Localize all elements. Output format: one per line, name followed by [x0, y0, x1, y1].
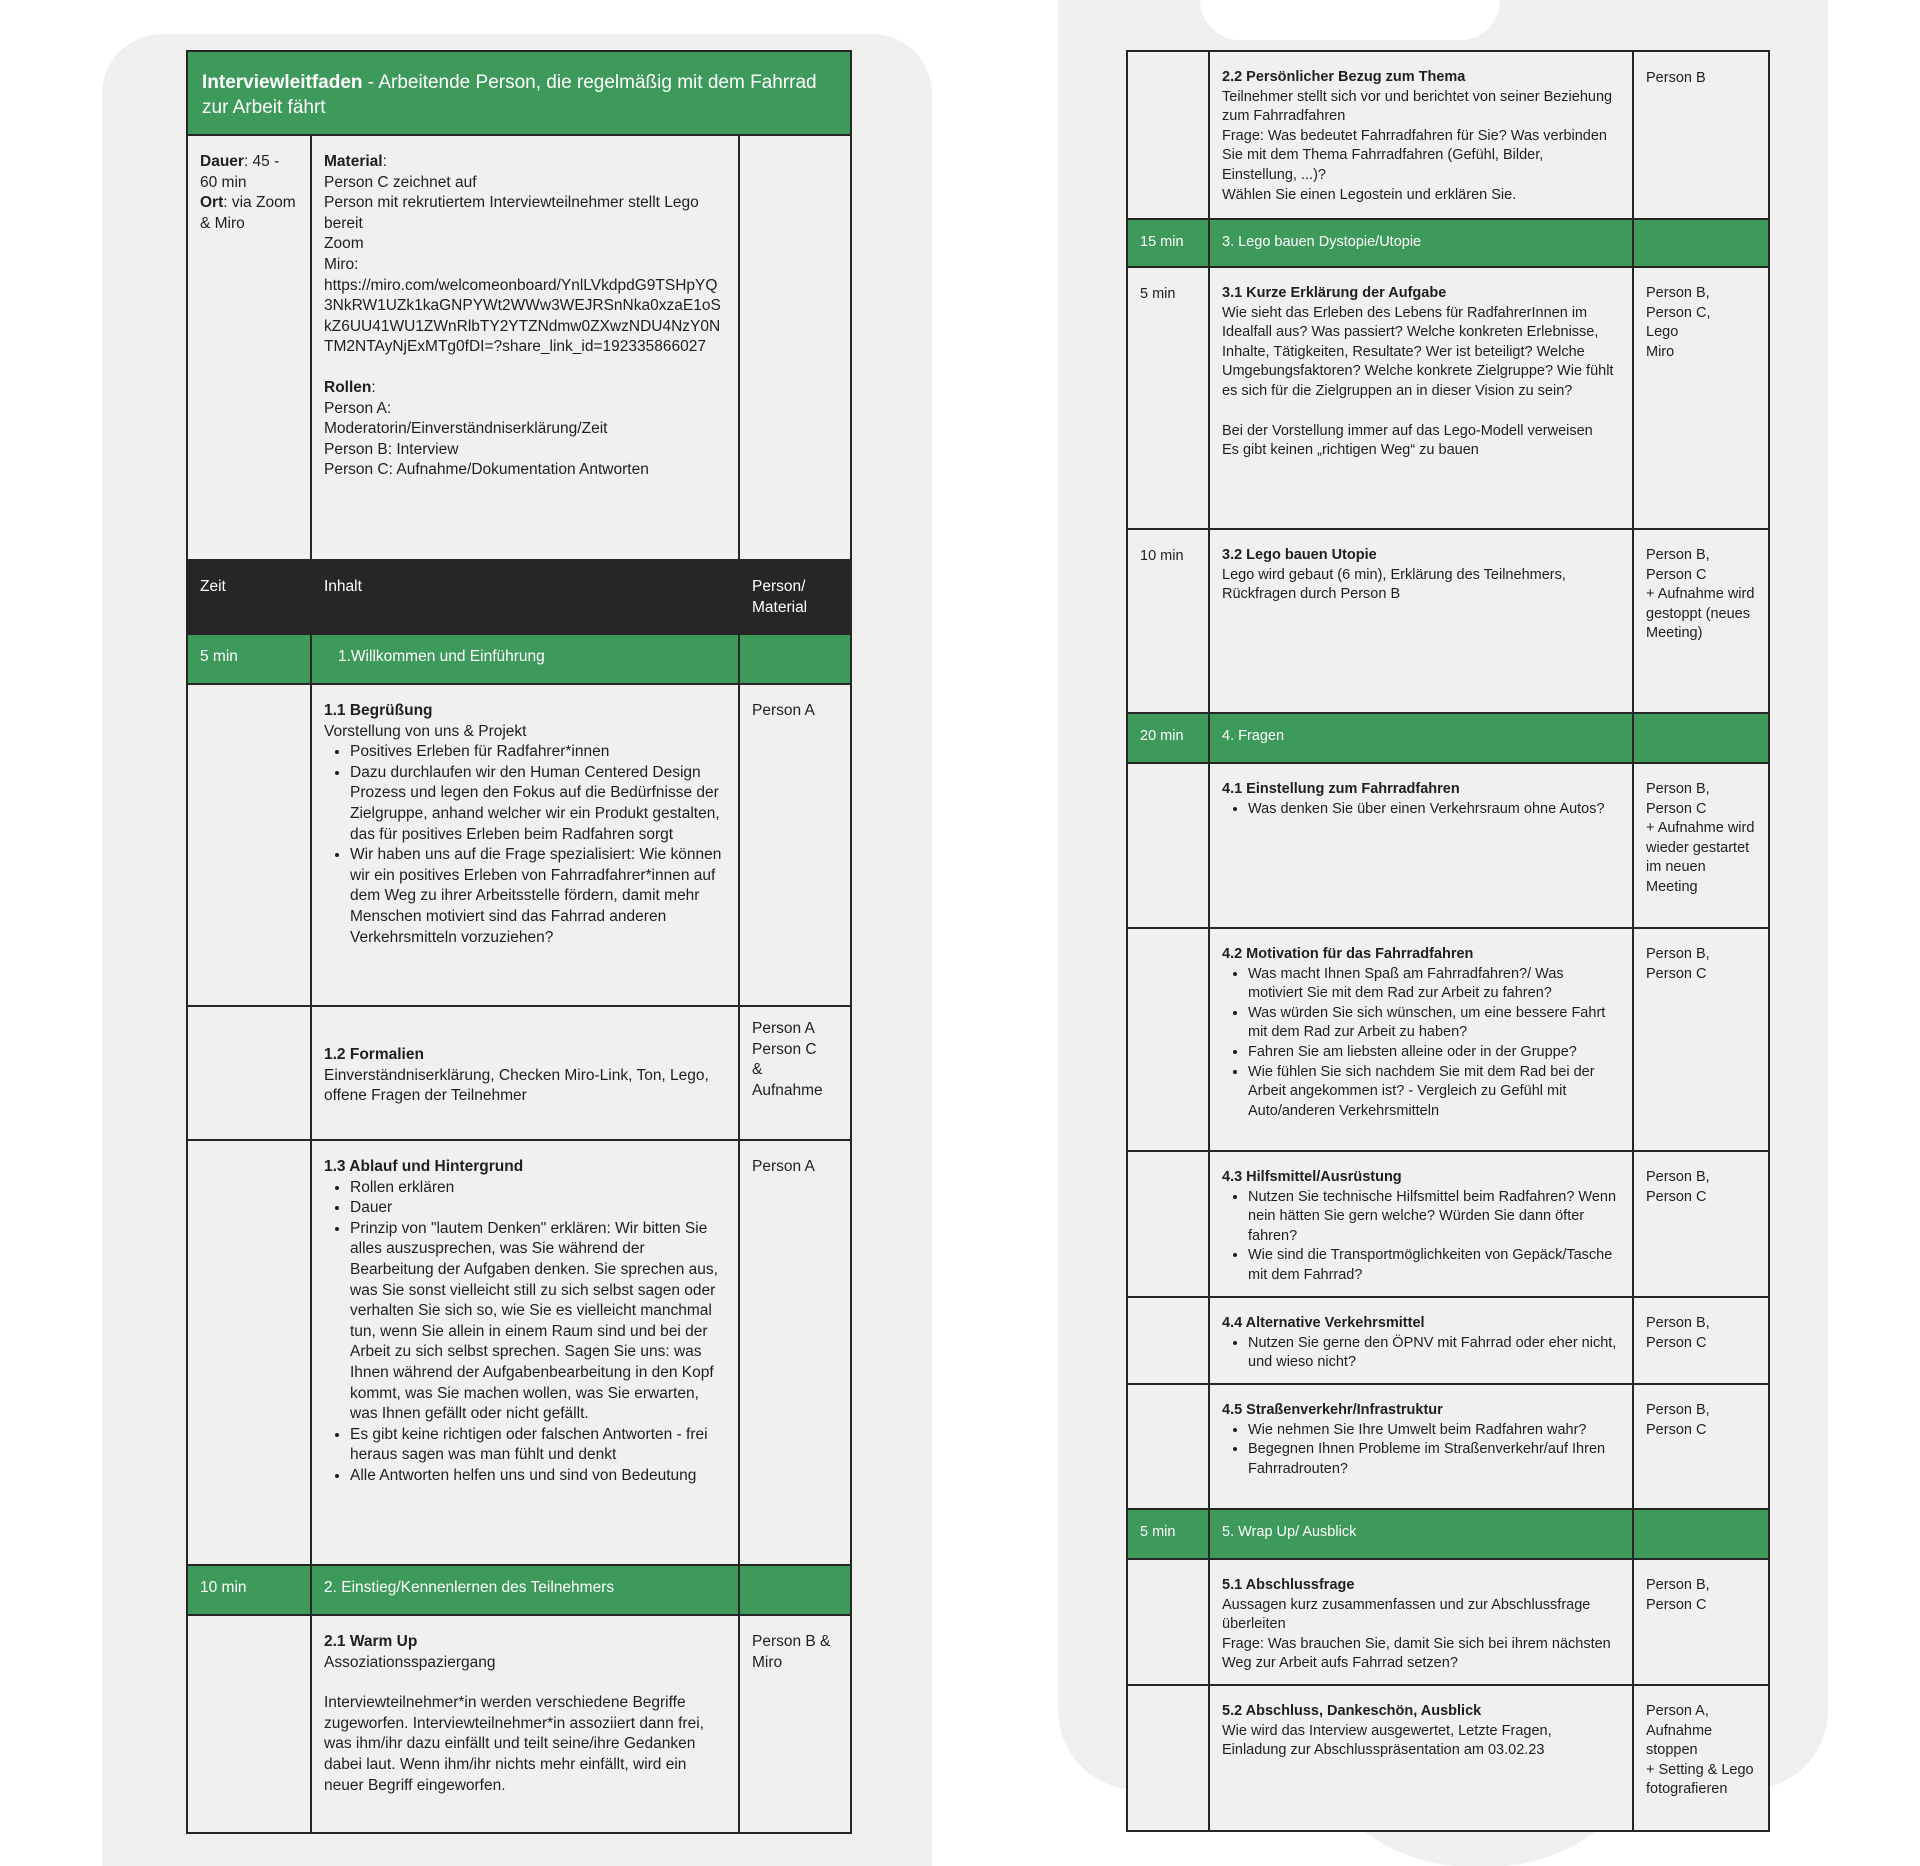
ort-label: Ort [200, 194, 224, 212]
time-cell [1127, 1297, 1209, 1384]
content-cell [1209, 928, 1633, 1151]
item-title: 4.2 Motivation für das Fahrradfahren [1222, 946, 1474, 962]
right-top-blob [1200, 0, 1500, 40]
item-title: 2.1 Warm Up [324, 1633, 418, 1650]
item-text: Wie wird das Interview ausgewertet, Letzte Fragen, Einladung zur Abschlusspräsentation am 03.02.23 [1222, 1722, 1552, 1759]
person-cell: Person A, Aufnahme stoppen + Setting & Lego fotografieren [1633, 1685, 1769, 1831]
list-item: • Fahren Sie am liebsten alleine oder in der Gruppe? [1248, 1043, 1620, 1063]
person-cell: Person A [739, 684, 851, 1006]
section-label: 5. Wrap Up/ Ausblick [1209, 1509, 1633, 1559]
person-cell: Person B, Person C [1633, 1384, 1769, 1509]
person-cell: Person B, Person C [1633, 928, 1769, 1151]
list-item: • Es gibt keine richtigen oder falschen Antworten - frei heraus sagen was man fühlt und denkt [350, 1425, 726, 1466]
bullet-list [1222, 1334, 1620, 1373]
section-time: 10 min [187, 1565, 311, 1615]
time-cell [1127, 1559, 1209, 1685]
list-item: • Nutzen Sie gerne den ÖPNV mit Fahrrad oder eher nicht, und wieso nicht? [1248, 1334, 1620, 1373]
material-line: Person mit rekrutiertem Interviewteilnehmer stellt Lego bereit [324, 194, 699, 232]
list-item: • Wie fühlen Sie sich nachdem Sie mit dem Rad bei der Arbeit angekommen ist? - Vergleich zu Gefühl mit Auto/anderen Verkehrsmitteln [1248, 1063, 1620, 1122]
item-title: 4.4 Alternative Verkehrsmittel [1222, 1315, 1425, 1331]
content-cell [311, 1006, 739, 1140]
person-cell: Person B, Person C + Aufnahme wird gestoppt (neues Meeting) [1633, 529, 1769, 713]
list-item: • Rollen erklären [350, 1178, 726, 1199]
table-row [187, 1006, 851, 1140]
section-time: 5 min [1127, 1509, 1209, 1559]
meta-empty-cell [739, 135, 851, 560]
item-title: 3.1 Kurze Erklärung der Aufgabe [1222, 285, 1447, 301]
section-row [187, 634, 851, 684]
bullet-list [324, 1178, 726, 1487]
dauer-value: : 45 - 60 min [200, 153, 280, 191]
table-row [1127, 1151, 1769, 1297]
time-cell [187, 684, 311, 1006]
item-title: 3.2 Lego bauen Utopie [1222, 547, 1377, 563]
bullet-list [1222, 800, 1620, 820]
list-item: • Dazu durchlaufen wir den Human Centered Design Prozess und legen den Fokus auf die Bedürfnisse der Zielgruppe, anhand welcher wir ein Produkt gestalten, das für positives Erleben beim Radfahren sorgt [350, 763, 726, 845]
item-title: 4.1 Einstellung zum Fahrradfahren [1222, 781, 1460, 797]
table-row [1127, 267, 1769, 529]
list-item: • Wie nehmen Sie Ihre Umwelt beim Radfahren wahr? [1248, 1421, 1620, 1441]
time-cell [1127, 928, 1209, 1151]
section-row [1127, 1509, 1769, 1559]
item-text-2: Bei der Vorstellung immer auf das Lego-Modell verweisen Es gibt keinen „richtigen Weg“ zu bauen [1222, 422, 1593, 459]
content-cell [1209, 763, 1633, 928]
section-empty [739, 1565, 851, 1615]
section-row [1127, 713, 1769, 763]
time-cell [1127, 51, 1209, 219]
content-cell [1209, 1559, 1633, 1685]
column-header-row [187, 560, 851, 634]
content-cell [1209, 529, 1633, 713]
person-cell: Person B, Person C [1633, 1297, 1769, 1384]
person-cell: Person A Person C & Aufnahme [739, 1006, 851, 1140]
item-text: Aussagen kurz zusammenfassen und zur Abschlussfrage überleiten Frage: Was brauchen Sie, damit Sie sich bei ihrem nächsten Weg zur Arbeit aufs Fahrrad setzen? [1222, 1596, 1611, 1672]
content-cell [311, 1615, 739, 1833]
time-cell [1127, 1384, 1209, 1509]
item-text: Interviewteilnehmer*in werden verschiedene Begriffe zugeworfen. Interviewteilnehmer*in assoziiert dann frei, was ihm/ihr dazu einfällt und teilt seine/ihre Gedanken dabei laut. Wenn ihm/ihr nichts mehr einfällt, wird ein neuer Begriff eingeworfen. [324, 1694, 704, 1794]
person-cell: Person B, Person C + Aufnahme wird wieder gestartet im neuen Meeting [1633, 763, 1769, 928]
list-item: • Was würden Sie sich wünschen, um eine bessere Fahrt mit dem Rad zur Arbeit zu haben? [1248, 1004, 1620, 1043]
rollen-line: Person A: [324, 399, 392, 417]
material-line: Person C zeichnet auf [324, 173, 477, 191]
list-item: • Wir haben uns auf die Frage spezialisiert: Wie können wir ein positives Erleben von Fahrradfahrer*innen auf dem Weg zu ihrer Arbeitsstelle fördern, damit mehr Menschen motiviert sind das Fahrrad anderen Verkehrsmitteln vorzuziehen? [350, 845, 726, 948]
table-row [187, 1140, 851, 1565]
list-item: • Was denken Sie über einen Verkehrsraum ohne Autos? [1248, 800, 1620, 820]
person-cell: Person B, Person C [1633, 1559, 1769, 1685]
item-title: 1.1 Begrüßung [324, 702, 433, 719]
content-cell [311, 684, 739, 1006]
section-empty [1633, 219, 1769, 267]
item-title: 4.3 Hilfsmittel/Ausrüstung [1222, 1169, 1402, 1185]
list-item: • Prinzip von "lautem Denken" erklären: Wir bitten Sie alles auszusprechen, was Sie während der Bearbeitung der Aufgaben denken. Sie sprechen aus, was Sie sonst vielleicht still zu sich selbst sagen oder verhalten Sie sich so, wie Sie es vielleicht manchmal tun, wenn Sie allein in einem Raum sind und bei der Arbeit zu sich selbst sprechen. Sagen Sie uns: was Ihnen während der Aufgabenbearbeitung in den Kopf kommt, was Sie machen wollen, was Sie erwarten, was Ihnen gefällt oder nicht gefällt. [350, 1219, 726, 1425]
time-cell [1127, 1151, 1209, 1297]
content-cell [1209, 267, 1633, 529]
person-cell: Person B & Miro [739, 1615, 851, 1833]
list-item: • Nutzen Sie technische Hilfsmittel beim Radfahren? Wenn nein hätten Sie gern welche? Würden Sie dann öfter fahren? [1248, 1188, 1620, 1247]
content-cell [311, 1140, 739, 1565]
document-title [187, 51, 851, 135]
bullet-list [1222, 1188, 1620, 1286]
title-rest: - Arbeitende Person, die regelmäßig mit dem Fahrrad zur Arbeit fährt [202, 72, 817, 118]
material-line: Zoom [324, 235, 364, 253]
left-guide-table [186, 50, 852, 1834]
list-item: • Was macht Ihnen Spaß am Fahrradfahren?/ Was motiviert Sie mit dem Rad zur Arbeit zu fahren? [1248, 965, 1620, 1004]
table-row [187, 1615, 851, 1833]
bullet-list [1222, 1421, 1620, 1480]
item-text: Wie sieht das Erleben des Lebens für RadfahrerInnen im Idealfall aus? Was passiert? Welche konkreten Erlebnisse, Inhalte, Tätigkeiten, Resultate? Wer ist beteiligt? Welche Umgebungsfaktoren? Welche konkrete Zielgruppe? Wie fühlt es sich für die Zielgruppen an in dieser Vision zu sein? [1222, 304, 1614, 399]
rollen-line: Person B: Interview [324, 440, 459, 458]
material-line: Miro: [324, 255, 359, 273]
time-cell [187, 1140, 311, 1565]
section-time: 15 min [1127, 219, 1209, 267]
table-row [1127, 763, 1769, 928]
time-cell [187, 1615, 311, 1833]
time-cell: 10 min [1127, 529, 1209, 713]
person-cell: Person B, Person C [1633, 1151, 1769, 1297]
time-cell: 5 min [1127, 267, 1209, 529]
table-row [1127, 1384, 1769, 1509]
list-item: • Wie sind die Transportmöglichkeiten von Gepäck/Tasche mit dem Fahrrad? [1248, 1246, 1620, 1285]
content-cell [1209, 1151, 1633, 1297]
item-title: 1.2 Formalien [324, 1046, 424, 1063]
header-inhalt: Inhalt [311, 560, 739, 634]
meta-material-cell: Material: Person C zeichnet auf Person mit rekrutiertem Interviewteilnehmer stellt Lego bereit Zoom Miro: https://miro.com/welcomeonboard/YnlLVkdpdG9TSHpYQ3NkRW1UZk1kaGNPYWt2WWw3WEJRSnNka0xzaE1oSkZ6UU41WU1ZWnRlbTY2YTZNdmw0ZXwzNDU4NzY0NTM2NTAyNjExMTg0fDI=?share_link_id=192335866027 Rollen: Person A: Moderatorin/Einverständniserklärung/Zeit Person B: Interview Person C: Aufnahme/Dokumentation Antworten [311, 135, 739, 560]
table-row [1127, 928, 1769, 1151]
item-title: 4.5 Straßenverkehr/Infrastruktur [1222, 1402, 1443, 1418]
table-row [1127, 1297, 1769, 1384]
right-guide-table [1126, 50, 1770, 1832]
ort-value: : via Zoom & Miro [200, 194, 296, 232]
list-item: • Begegnen Ihnen Probleme im Straßenverkehr/auf Ihren Fahrradrouten? [1248, 1440, 1620, 1479]
time-cell [1127, 763, 1209, 928]
time-cell [1127, 1685, 1209, 1831]
rollen-line: Moderatorin/Einverständniserklärung/Zeit [324, 420, 608, 438]
item-sub: Assoziationsspaziergang [324, 1653, 496, 1671]
header-person: Person/ Material [739, 560, 851, 634]
section-label: 1.Willkommen und Einführung [311, 634, 739, 684]
dauer-label: Dauer [200, 153, 244, 170]
title-row [187, 51, 851, 135]
item-intro: Vorstellung von uns & Projekt [324, 722, 527, 740]
content-cell [1209, 1384, 1633, 1509]
section-label: 2. Einstieg/Kennenlernen des Teilnehmers [311, 1565, 739, 1615]
section-label: 4. Fragen [1209, 713, 1633, 763]
item-text: Einverständniserklärung, Checken Miro-Link, Ton, Lego, offene Fragen der Teilnehmer [324, 1066, 709, 1105]
list-item: • Alle Antworten helfen uns und sind von Bedeutung [350, 1466, 726, 1487]
item-title: 2.2 Persönlicher Bezug zum Thema [1222, 69, 1466, 85]
section-empty [1633, 713, 1769, 763]
person-cell: Person A [739, 1140, 851, 1565]
section-empty [1633, 1509, 1769, 1559]
item-text: Lego wird gebaut (6 min), Erklärung des Teilnehmers, Rückfragen durch Person B [1222, 566, 1566, 603]
content-cell [1209, 51, 1633, 219]
section-time: 5 min [187, 634, 311, 684]
section-label: 3. Lego bauen Dystopie/Utopie [1209, 219, 1633, 267]
miro-link[interactable]: https://miro.com/welcomeonboard/YnlLVkdpdG9TSHpYQ3NkRW1UZk1kaGNPYWt2WWw3WEJRSnNka0xzaE1oSkZ6UU41WU1ZWnRlbTY2YTZNdmw0ZXwzNDU4NzY0NTM2NTAyNjExMTg0fDI=?share_link_id=192335866027 [324, 276, 721, 356]
bullet-list [1222, 965, 1620, 1122]
person-cell: Person B, Person C, Lego Miro [1633, 267, 1769, 529]
table-row [1127, 1685, 1769, 1831]
list-item: • Positives Erleben für Radfahrer*innen [350, 742, 726, 763]
table-row [1127, 529, 1769, 713]
bullet-list [324, 742, 726, 948]
section-row [187, 1565, 851, 1615]
item-title: 5.2 Abschluss, Dankeschön, Ausblick [1222, 1703, 1482, 1719]
rollen-line: Person C: Aufnahme/Dokumentation Antworten [324, 461, 649, 479]
meta-row [187, 135, 851, 560]
title-bold: Interviewleitfaden [202, 72, 363, 93]
item-title: 5.1 Abschlussfrage [1222, 1577, 1355, 1593]
material-label: Material [324, 153, 383, 170]
list-item: • Dauer [350, 1198, 726, 1219]
meta-duration-cell [187, 135, 311, 560]
person-cell: Person B [1633, 51, 1769, 219]
content-cell [1209, 1297, 1633, 1384]
section-time: 20 min [1127, 713, 1209, 763]
table-row [187, 684, 851, 1006]
item-title: 1.3 Ablauf und Hintergrund [324, 1158, 524, 1175]
header-zeit: Zeit [187, 560, 311, 634]
section-row [1127, 219, 1769, 267]
rollen-label: Rollen [324, 378, 372, 396]
table-row [1127, 51, 1769, 219]
time-cell [187, 1006, 311, 1140]
content-cell [1209, 1685, 1633, 1831]
item-text: Teilnehmer stellt sich vor und berichtet von seiner Beziehung zum Fahrradfahren Frage: Was bedeutet Fahrradfahren für Sie? Was verbinden Sie mit dem Thema Fahrradfahren (Gefühl, Bilder, Einstellung, ...)? Wählen Sie einen Legostein und erklären Sie. [1222, 88, 1613, 203]
section-empty [739, 634, 851, 684]
table-row [1127, 1559, 1769, 1685]
